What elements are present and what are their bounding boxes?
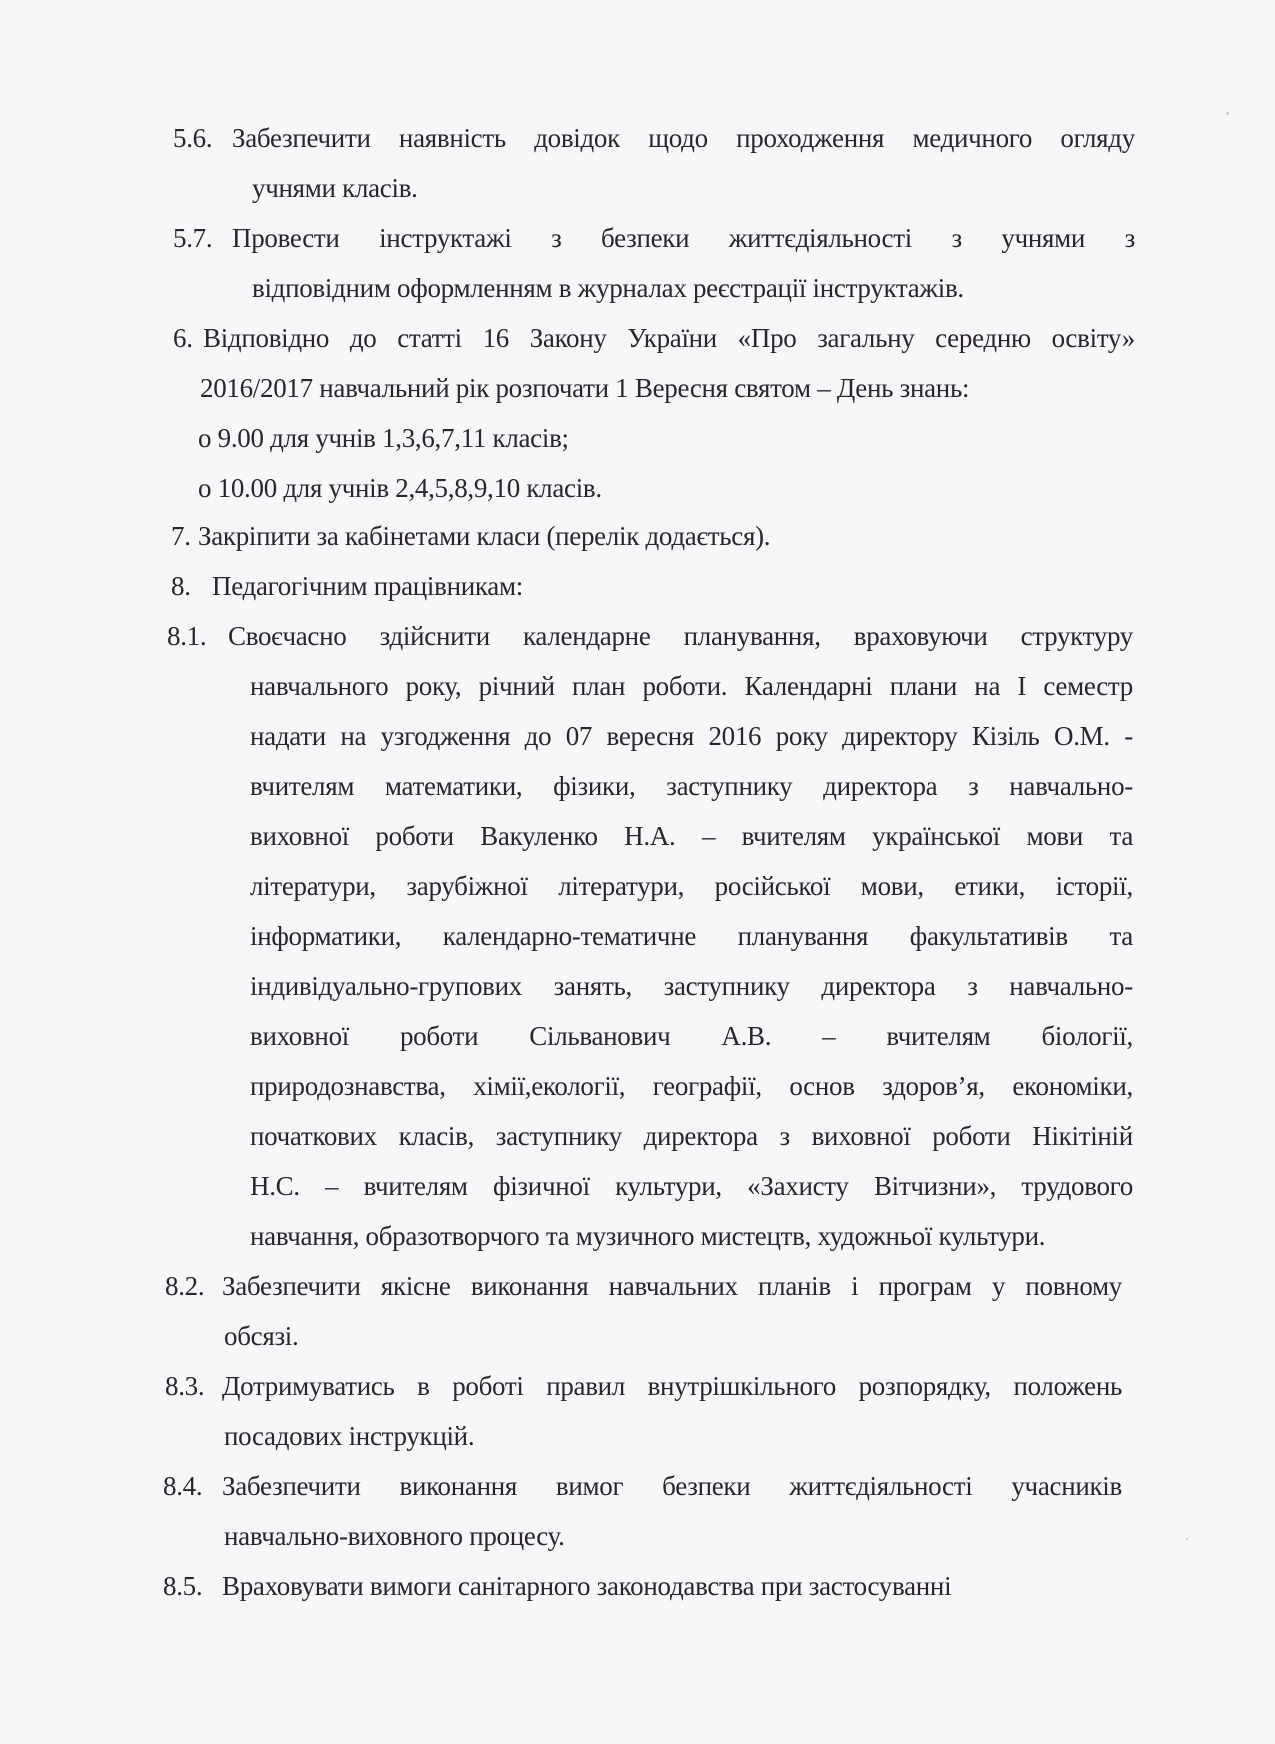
item-number: 8. bbox=[171, 571, 191, 601]
word: року bbox=[775, 721, 828, 751]
item-8-1-line bbox=[250, 1070, 1133, 1102]
word: роботи bbox=[375, 821, 454, 851]
word: життєдіяльності bbox=[789, 1471, 973, 1501]
item-number: 8.5. bbox=[163, 1571, 203, 1601]
word: російської bbox=[714, 871, 831, 901]
word: мови, bbox=[860, 871, 924, 901]
word: проходження bbox=[736, 123, 885, 153]
item-number: 8.3. bbox=[165, 1371, 205, 1401]
word: календарно-тематичне bbox=[442, 921, 697, 951]
word: статті bbox=[397, 323, 462, 353]
item-8-1-line bbox=[228, 620, 1133, 652]
word: - bbox=[1124, 721, 1133, 751]
word: виховної bbox=[250, 1021, 349, 1051]
word: України bbox=[627, 323, 717, 353]
item-number: 8.2. bbox=[165, 1271, 205, 1301]
word: О.М. bbox=[1054, 721, 1110, 751]
word: математики, bbox=[384, 771, 523, 801]
word: та bbox=[1109, 821, 1133, 851]
word: враховуючи bbox=[853, 621, 988, 651]
word: Своєчасно bbox=[228, 621, 347, 651]
item-8-1-line bbox=[250, 1120, 1133, 1152]
word: з bbox=[951, 223, 962, 253]
word: з bbox=[1124, 223, 1135, 253]
word: початкових bbox=[250, 1121, 377, 1151]
word: роботи bbox=[399, 1021, 479, 1051]
word: Кізіль bbox=[971, 721, 1040, 751]
word: Дотримуватись bbox=[222, 1371, 395, 1401]
item-8-1-line bbox=[250, 720, 1133, 752]
word: Н.А. bbox=[624, 821, 676, 851]
word: літератури, bbox=[250, 871, 376, 901]
word: та bbox=[1109, 921, 1133, 951]
word: Вітчизни», bbox=[873, 1171, 997, 1201]
word: роботи. bbox=[642, 671, 728, 701]
word: планування bbox=[737, 921, 869, 951]
word: довідок bbox=[534, 123, 620, 153]
word: з bbox=[967, 971, 978, 1001]
word: життєдіяльності bbox=[728, 223, 912, 253]
word: культури, bbox=[615, 1171, 722, 1201]
word: в bbox=[417, 1371, 430, 1401]
word: план bbox=[572, 671, 626, 701]
word: факультативів bbox=[909, 921, 1068, 951]
word: 07 bbox=[565, 721, 593, 751]
item-6-schedule-line: о 10.00 для учнів 2,4,5,8,9,10 класів. bbox=[198, 473, 602, 503]
word: директора bbox=[823, 771, 938, 801]
word: заступнику bbox=[495, 1121, 622, 1151]
word: Календарні bbox=[744, 671, 873, 701]
item-number: 8.1. bbox=[167, 621, 207, 651]
word: занять, bbox=[553, 971, 632, 1001]
word: планування, bbox=[683, 621, 821, 651]
item-8-1-line bbox=[250, 820, 1133, 852]
word: зарубіжної bbox=[406, 871, 528, 901]
item-number: 5.6. bbox=[173, 123, 213, 153]
word: Н.С. bbox=[250, 1171, 300, 1201]
item-6-line: 2016/2017 навчальний рік розпочати 1 Вересня святом – День знань: bbox=[200, 373, 970, 403]
word: Забезпечити bbox=[232, 123, 371, 153]
item-number: 5.7. bbox=[173, 223, 213, 253]
word: до bbox=[349, 323, 377, 353]
word: природознавства, bbox=[250, 1071, 446, 1101]
word: Закону bbox=[529, 323, 607, 353]
word: плани bbox=[889, 671, 958, 701]
item-number: 6. bbox=[173, 323, 193, 353]
item-5-6-line bbox=[232, 122, 1135, 154]
item-8-2-line bbox=[222, 1270, 1122, 1302]
word: заступнику bbox=[663, 971, 790, 1001]
word: хімії,екології, bbox=[473, 1071, 626, 1101]
word: основ bbox=[789, 1071, 855, 1101]
word: «Про bbox=[737, 323, 797, 353]
item-8-5-line: Враховувати вимоги санітарного законодавства при застосуванні bbox=[222, 1571, 952, 1601]
word: Сільванович bbox=[529, 1021, 671, 1051]
item-8-3-line: посадових інструкцій. bbox=[224, 1421, 475, 1451]
item-8-1-line bbox=[250, 1020, 1133, 1052]
word: правил bbox=[546, 1371, 625, 1401]
word: структуру bbox=[1020, 621, 1133, 651]
item-8-line: Педагогічним працівникам: bbox=[212, 571, 523, 601]
word: 2016 bbox=[708, 721, 762, 751]
word: учнями bbox=[1001, 223, 1086, 253]
word: на bbox=[340, 721, 367, 751]
word: географії, bbox=[652, 1071, 762, 1101]
word: роботи bbox=[932, 1121, 1011, 1151]
item-8-4-line bbox=[222, 1470, 1122, 1502]
word: вчителям bbox=[250, 771, 355, 801]
item-8-1-line bbox=[250, 870, 1133, 902]
item-8-3-line bbox=[222, 1370, 1122, 1402]
word: повному bbox=[1025, 1271, 1122, 1301]
word: річний bbox=[478, 671, 555, 701]
word: щодо bbox=[648, 123, 708, 153]
word: 16 bbox=[482, 323, 509, 353]
word: директора bbox=[821, 971, 936, 1001]
word: медичного bbox=[912, 123, 1033, 153]
word: української bbox=[872, 821, 1000, 851]
word: внутрішкільного bbox=[647, 1371, 836, 1401]
word: планів bbox=[758, 1271, 831, 1301]
word: Відповідно bbox=[203, 323, 330, 353]
word: вчителям bbox=[363, 1171, 468, 1201]
word: з bbox=[779, 1121, 790, 1151]
word: етики, bbox=[954, 871, 1026, 901]
word: розпорядку, bbox=[858, 1371, 991, 1401]
word: фізичної bbox=[493, 1171, 590, 1201]
word: «Захисту bbox=[747, 1171, 849, 1201]
word: Нікітіній bbox=[1032, 1121, 1133, 1151]
word: навчальних bbox=[608, 1271, 738, 1301]
word: інструктажі bbox=[379, 223, 512, 253]
word: здоров’я, bbox=[882, 1071, 985, 1101]
word: трудового bbox=[1021, 1171, 1133, 1201]
item-7-line: Закріпити за кабінетами класи (перелік додається). bbox=[198, 521, 771, 551]
item-8-1-line bbox=[250, 670, 1133, 702]
word: А.В. bbox=[721, 1021, 772, 1051]
word: навчально- bbox=[1009, 771, 1133, 801]
item-6-schedule-line: о 9.00 для учнів 1,3,6,7,11 класів; bbox=[198, 423, 569, 453]
word: вересня bbox=[606, 721, 695, 751]
word: освіту» bbox=[1051, 323, 1135, 353]
word: календарне bbox=[523, 621, 651, 651]
word: здійснити bbox=[379, 621, 490, 651]
word: надати bbox=[250, 721, 326, 751]
word: І bbox=[1017, 671, 1027, 701]
item-8-1-line bbox=[250, 1170, 1133, 1202]
word: якісне bbox=[380, 1271, 451, 1301]
word: учасників bbox=[1011, 1471, 1122, 1501]
word: директора bbox=[643, 1121, 758, 1151]
item-8-1-line bbox=[250, 920, 1133, 952]
word: Вакуленко bbox=[480, 821, 598, 851]
word: до bbox=[524, 721, 552, 751]
word: директору bbox=[842, 721, 958, 751]
word: фізики, bbox=[553, 771, 636, 801]
word: економіки, bbox=[1012, 1071, 1133, 1101]
word: у bbox=[991, 1271, 1006, 1301]
word: безпеки bbox=[601, 223, 690, 253]
item-8-1-line bbox=[250, 770, 1133, 802]
item-5-7-line bbox=[232, 222, 1135, 254]
item-number: 8.4. bbox=[163, 1471, 203, 1501]
item-number: 7. bbox=[171, 521, 191, 551]
word: класів, bbox=[398, 1121, 475, 1151]
word: на bbox=[974, 671, 1001, 701]
item-8-1-line bbox=[250, 970, 1133, 1002]
word: Забезпечити bbox=[222, 1271, 361, 1301]
item-8-1-line: навчання, образотворчого та музичного мистецтв, художньої культури. bbox=[250, 1221, 1046, 1251]
word: Провести bbox=[232, 223, 340, 253]
word: – bbox=[822, 1021, 836, 1051]
word: навчально- bbox=[1009, 971, 1133, 1001]
word: мови bbox=[1026, 821, 1084, 851]
word: біології, bbox=[1041, 1021, 1133, 1051]
item-5-6-line: учнями класів. bbox=[252, 173, 418, 203]
word: наявність bbox=[398, 123, 506, 153]
item-6-line bbox=[203, 322, 1135, 354]
word: – bbox=[325, 1171, 339, 1201]
word: з bbox=[551, 223, 562, 253]
word: навчального bbox=[250, 671, 389, 701]
scan-speck bbox=[1226, 112, 1229, 115]
word: літератури, bbox=[558, 871, 685, 901]
word: історії, bbox=[1055, 871, 1133, 901]
item-5-7-line: відповідним оформленням в журналах реєстрації інструктажів. bbox=[252, 273, 964, 303]
word: заступнику bbox=[666, 771, 793, 801]
word: виховної bbox=[250, 821, 349, 851]
word: вимог bbox=[555, 1471, 624, 1501]
word: загальну bbox=[817, 323, 915, 353]
word: положень bbox=[1013, 1371, 1122, 1401]
word: узгодження bbox=[380, 721, 511, 751]
item-8-2-line: обсязі. bbox=[224, 1321, 299, 1351]
word: програм bbox=[878, 1271, 972, 1301]
word: середню bbox=[935, 323, 1031, 353]
word: інформатики, bbox=[250, 921, 402, 951]
word: Забезпечити bbox=[222, 1471, 361, 1501]
word: виховної bbox=[811, 1121, 911, 1151]
word: з bbox=[968, 771, 979, 801]
word: виконання bbox=[399, 1471, 517, 1501]
word: і bbox=[851, 1271, 859, 1301]
word: безпеки bbox=[662, 1471, 751, 1501]
scan-speck bbox=[1186, 1538, 1188, 1540]
word: семестр bbox=[1043, 671, 1133, 701]
word: виконання bbox=[470, 1271, 589, 1301]
word: року, bbox=[405, 671, 462, 701]
word: роботі bbox=[452, 1371, 524, 1401]
word: індивідуально-групових bbox=[250, 971, 522, 1001]
word: – bbox=[701, 821, 716, 851]
word: вчителям bbox=[886, 1021, 991, 1051]
word: вчителям bbox=[741, 821, 846, 851]
word: огляду bbox=[1060, 123, 1135, 153]
item-8-4-line: навчально-виховного процесу. bbox=[224, 1521, 565, 1551]
